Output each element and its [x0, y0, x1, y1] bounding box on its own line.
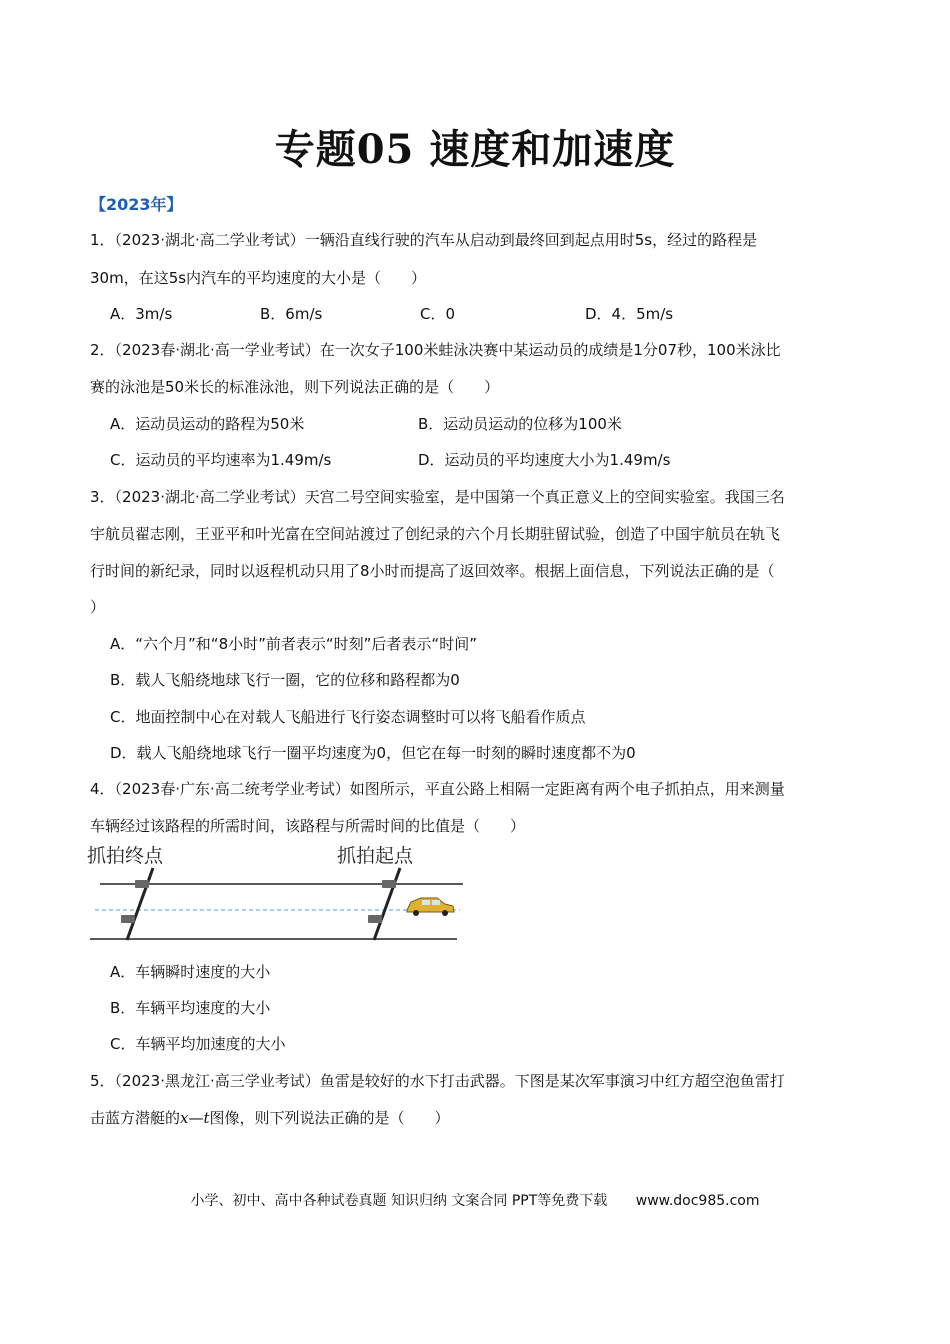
q4-option-b: B．车辆平均速度的大小 — [110, 999, 271, 1017]
end-camera-icon — [121, 868, 153, 940]
q3-option-a: A．“六个月”和“8小时”前者表示“时刻”后者表示“时间” — [110, 635, 477, 653]
q2-line1: 2．（2023春·湖北·高一学业考试）在一次女子100米蛙泳决赛中某运动员的成绩是1分07秒，100米泳比 — [90, 341, 781, 359]
q3-option-d: D．载人飞船绕地球飞行一圈平均速度为0，但它在每一时刻的瞬时速度都不为0 — [110, 744, 636, 762]
q3-line1: 3．（2023·湖北·高二学业考试）天宫二号空间实验室，是中国第一个真正意义上的空间实验室。我国三名 — [90, 488, 785, 506]
page-title: 专题05 速度和加速度 — [274, 126, 676, 173]
q3-line2: 宇航员翟志刚，王亚平和叶光富在空间站渡过了创纪录的六个月长期驻留试验，创造了中国宇航员在轨飞 — [90, 525, 781, 543]
q2-option-a: A．运动员运动的路程为50米 — [110, 415, 305, 433]
q5-var-t: t — [203, 1109, 210, 1127]
start-camera-icon — [368, 868, 400, 940]
q1-option-d: D．4．5m/s — [585, 305, 674, 323]
car-icon — [407, 898, 454, 916]
q3-option-b: B．载人飞船绕地球飞行一圈，它的位移和路程都为0 — [110, 671, 460, 689]
q1-line2: 30m，在这5s内汽车的平均速度的大小是（ ） — [90, 269, 427, 287]
q5-dash: — — [188, 1109, 204, 1127]
q1-option-a: A．3m/s — [110, 305, 173, 323]
q3-line3: 行时间的新纪录，同时以返程机动只用了8小时而提高了返回效率。根据上面信息，下列说法正确的是（ — [90, 562, 775, 580]
year-header: 【2023年】 — [90, 195, 183, 214]
q4-line1: 4．（2023春·广东·高二统考学业考试）如图所示，平直公路上相隔一定距离有两个电子抓拍点，用来测量 — [90, 780, 785, 798]
q2-option-d: D．运动员的平均速度大小为1.49m/s — [418, 451, 671, 469]
q5-line2 — [90, 1108, 450, 1128]
start-point-label: 抓拍起点 — [337, 846, 414, 867]
q4-option-a: A．车辆瞬时速度的大小 — [110, 963, 271, 981]
road-diagram — [85, 840, 470, 950]
q3-line4: ） — [90, 598, 106, 616]
q2-option-b: B．运动员运动的位移为100米 — [418, 415, 622, 433]
road-camera-figure — [85, 840, 470, 950]
q4-option-c: C．车辆平均加速度的大小 — [110, 1035, 286, 1053]
q1-option-c: C．0 — [420, 305, 456, 323]
q2-line2: 赛的泳池是50米长的标准泳池，则下列说法正确的是（ ） — [90, 378, 500, 396]
q2-option-c: C．运动员的平均速率为1.49m/s — [110, 451, 332, 469]
end-point-label: 抓拍终点 — [87, 846, 164, 867]
q1-option-b: B．6m/s — [260, 305, 323, 323]
q5-line2-pre: 击蓝方潜艇的 — [90, 1109, 181, 1127]
footer — [0, 1190, 950, 1210]
q3-option-c: C．地面控制中心在对载人飞船进行飞行姿态调整时可以将飞船看作质点 — [110, 708, 586, 726]
footer-url[interactable]: www.doc985.com — [635, 1193, 760, 1209]
q4-line2: 车辆经过该路程的所需时间，该路程与所需时间的比值是（ ） — [90, 817, 526, 835]
footer-text: 小学、初中、高中各种试卷真题 知识归纳 文案合同 PPT等免费下载 — [190, 1193, 608, 1209]
q5-line1: 5．（2023·黑龙江·高三学业考试）鱼雷是较好的水下打击武器。下图是某次军事演习中红方超空泡鱼雷打 — [90, 1072, 785, 1090]
q1-line1: 1．（2023·湖北·高二学业考试）一辆沿直线行驶的汽车从启动到最终回到起点用时5s，经过的路程是 — [90, 231, 758, 249]
q5-var-x: x — [180, 1109, 189, 1127]
q5-line2-post: 图像，则下列说法正确的是（ ） — [209, 1109, 450, 1127]
